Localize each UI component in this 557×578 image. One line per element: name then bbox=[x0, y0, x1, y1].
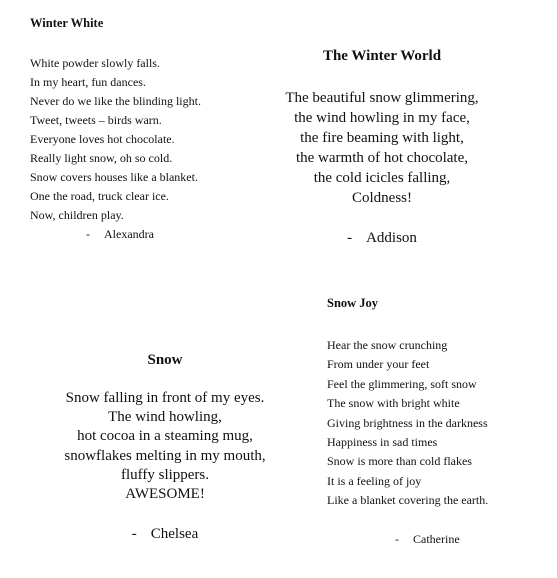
poem-line: the fire beaming with light, bbox=[300, 130, 464, 146]
poem-line: White powder slowly falls. bbox=[30, 56, 160, 70]
poem-line: In my heart, fun dances. bbox=[30, 75, 146, 89]
author-dash: - bbox=[395, 531, 399, 546]
poem-body bbox=[30, 54, 270, 225]
poem-line: snowflakes melting in my mouth, bbox=[64, 447, 266, 464]
poem-title: Winter White bbox=[30, 16, 104, 30]
author-dash: - bbox=[347, 230, 353, 246]
poem-line: the wind howling in my face, bbox=[294, 110, 470, 126]
author-dash: - bbox=[131, 526, 137, 543]
author-name: Addison bbox=[366, 230, 417, 246]
poem-line: AWESOME! bbox=[125, 486, 205, 503]
poem-line: fluffy slippers. bbox=[120, 466, 210, 483]
poem-snow bbox=[55, 350, 275, 544]
author-name: Catherine bbox=[413, 531, 460, 546]
poem-line: Snow covers houses like a blanket. bbox=[30, 170, 198, 184]
poem-line: Snow falling in front of my eyes. bbox=[65, 390, 265, 406]
poem-title: Snow bbox=[147, 352, 183, 368]
author-dash: - bbox=[86, 227, 90, 241]
poem-line: The beautiful snow glimmering, bbox=[285, 90, 479, 106]
poem-author bbox=[272, 228, 492, 248]
poem-body bbox=[272, 88, 492, 208]
poem-line: Coldness! bbox=[352, 190, 412, 206]
poem-line: Happiness in sad times bbox=[327, 435, 438, 450]
poem-line: Like a blanket covering the earth. bbox=[327, 493, 489, 508]
poem-snow-joy bbox=[327, 296, 547, 549]
poem-author bbox=[327, 530, 547, 549]
poem-line: One the road, truck clear ice. bbox=[30, 189, 169, 203]
poem-line: Hear the snow crunching bbox=[327, 338, 448, 352]
poem-author bbox=[30, 225, 270, 244]
author-name: Chelsea bbox=[150, 526, 199, 543]
poem-line: The wind howling, bbox=[108, 409, 222, 426]
poem-line: From under your feet bbox=[327, 357, 430, 372]
poem-the-winter-world bbox=[272, 46, 492, 248]
poem-line: It is a feeling of joy bbox=[327, 473, 422, 488]
poem-body bbox=[55, 389, 275, 504]
poem-line: the cold icicles falling, bbox=[313, 170, 451, 186]
author-name: Alexandra bbox=[104, 227, 154, 241]
poem-body bbox=[327, 336, 547, 511]
poem-line: Now, children play. bbox=[30, 208, 124, 222]
poem-line: hot cocoa in a steaming mug, bbox=[77, 428, 253, 445]
poem-author bbox=[55, 524, 275, 544]
poem-title: Snow Joy bbox=[327, 296, 379, 310]
poem-line: Giving brightness in the darkness bbox=[327, 415, 488, 430]
poem-line: Snow is more than cold flakes bbox=[327, 454, 472, 469]
poem-line: Never do we like the blinding light. bbox=[30, 94, 201, 108]
poem-line: Feel the glimmering, soft snow bbox=[327, 376, 477, 391]
poem-line: Tweet, tweets – birds warn. bbox=[30, 113, 162, 127]
poem-line: The snow with bright white bbox=[327, 396, 460, 411]
poem-line: Everyone loves hot chocolate. bbox=[30, 132, 175, 146]
poem-winter-white bbox=[30, 16, 270, 244]
poem-line: Really light snow, oh so cold. bbox=[30, 151, 173, 165]
poem-line: the warmth of hot chocolate, bbox=[295, 150, 469, 166]
poem-title: The Winter World bbox=[322, 48, 442, 64]
